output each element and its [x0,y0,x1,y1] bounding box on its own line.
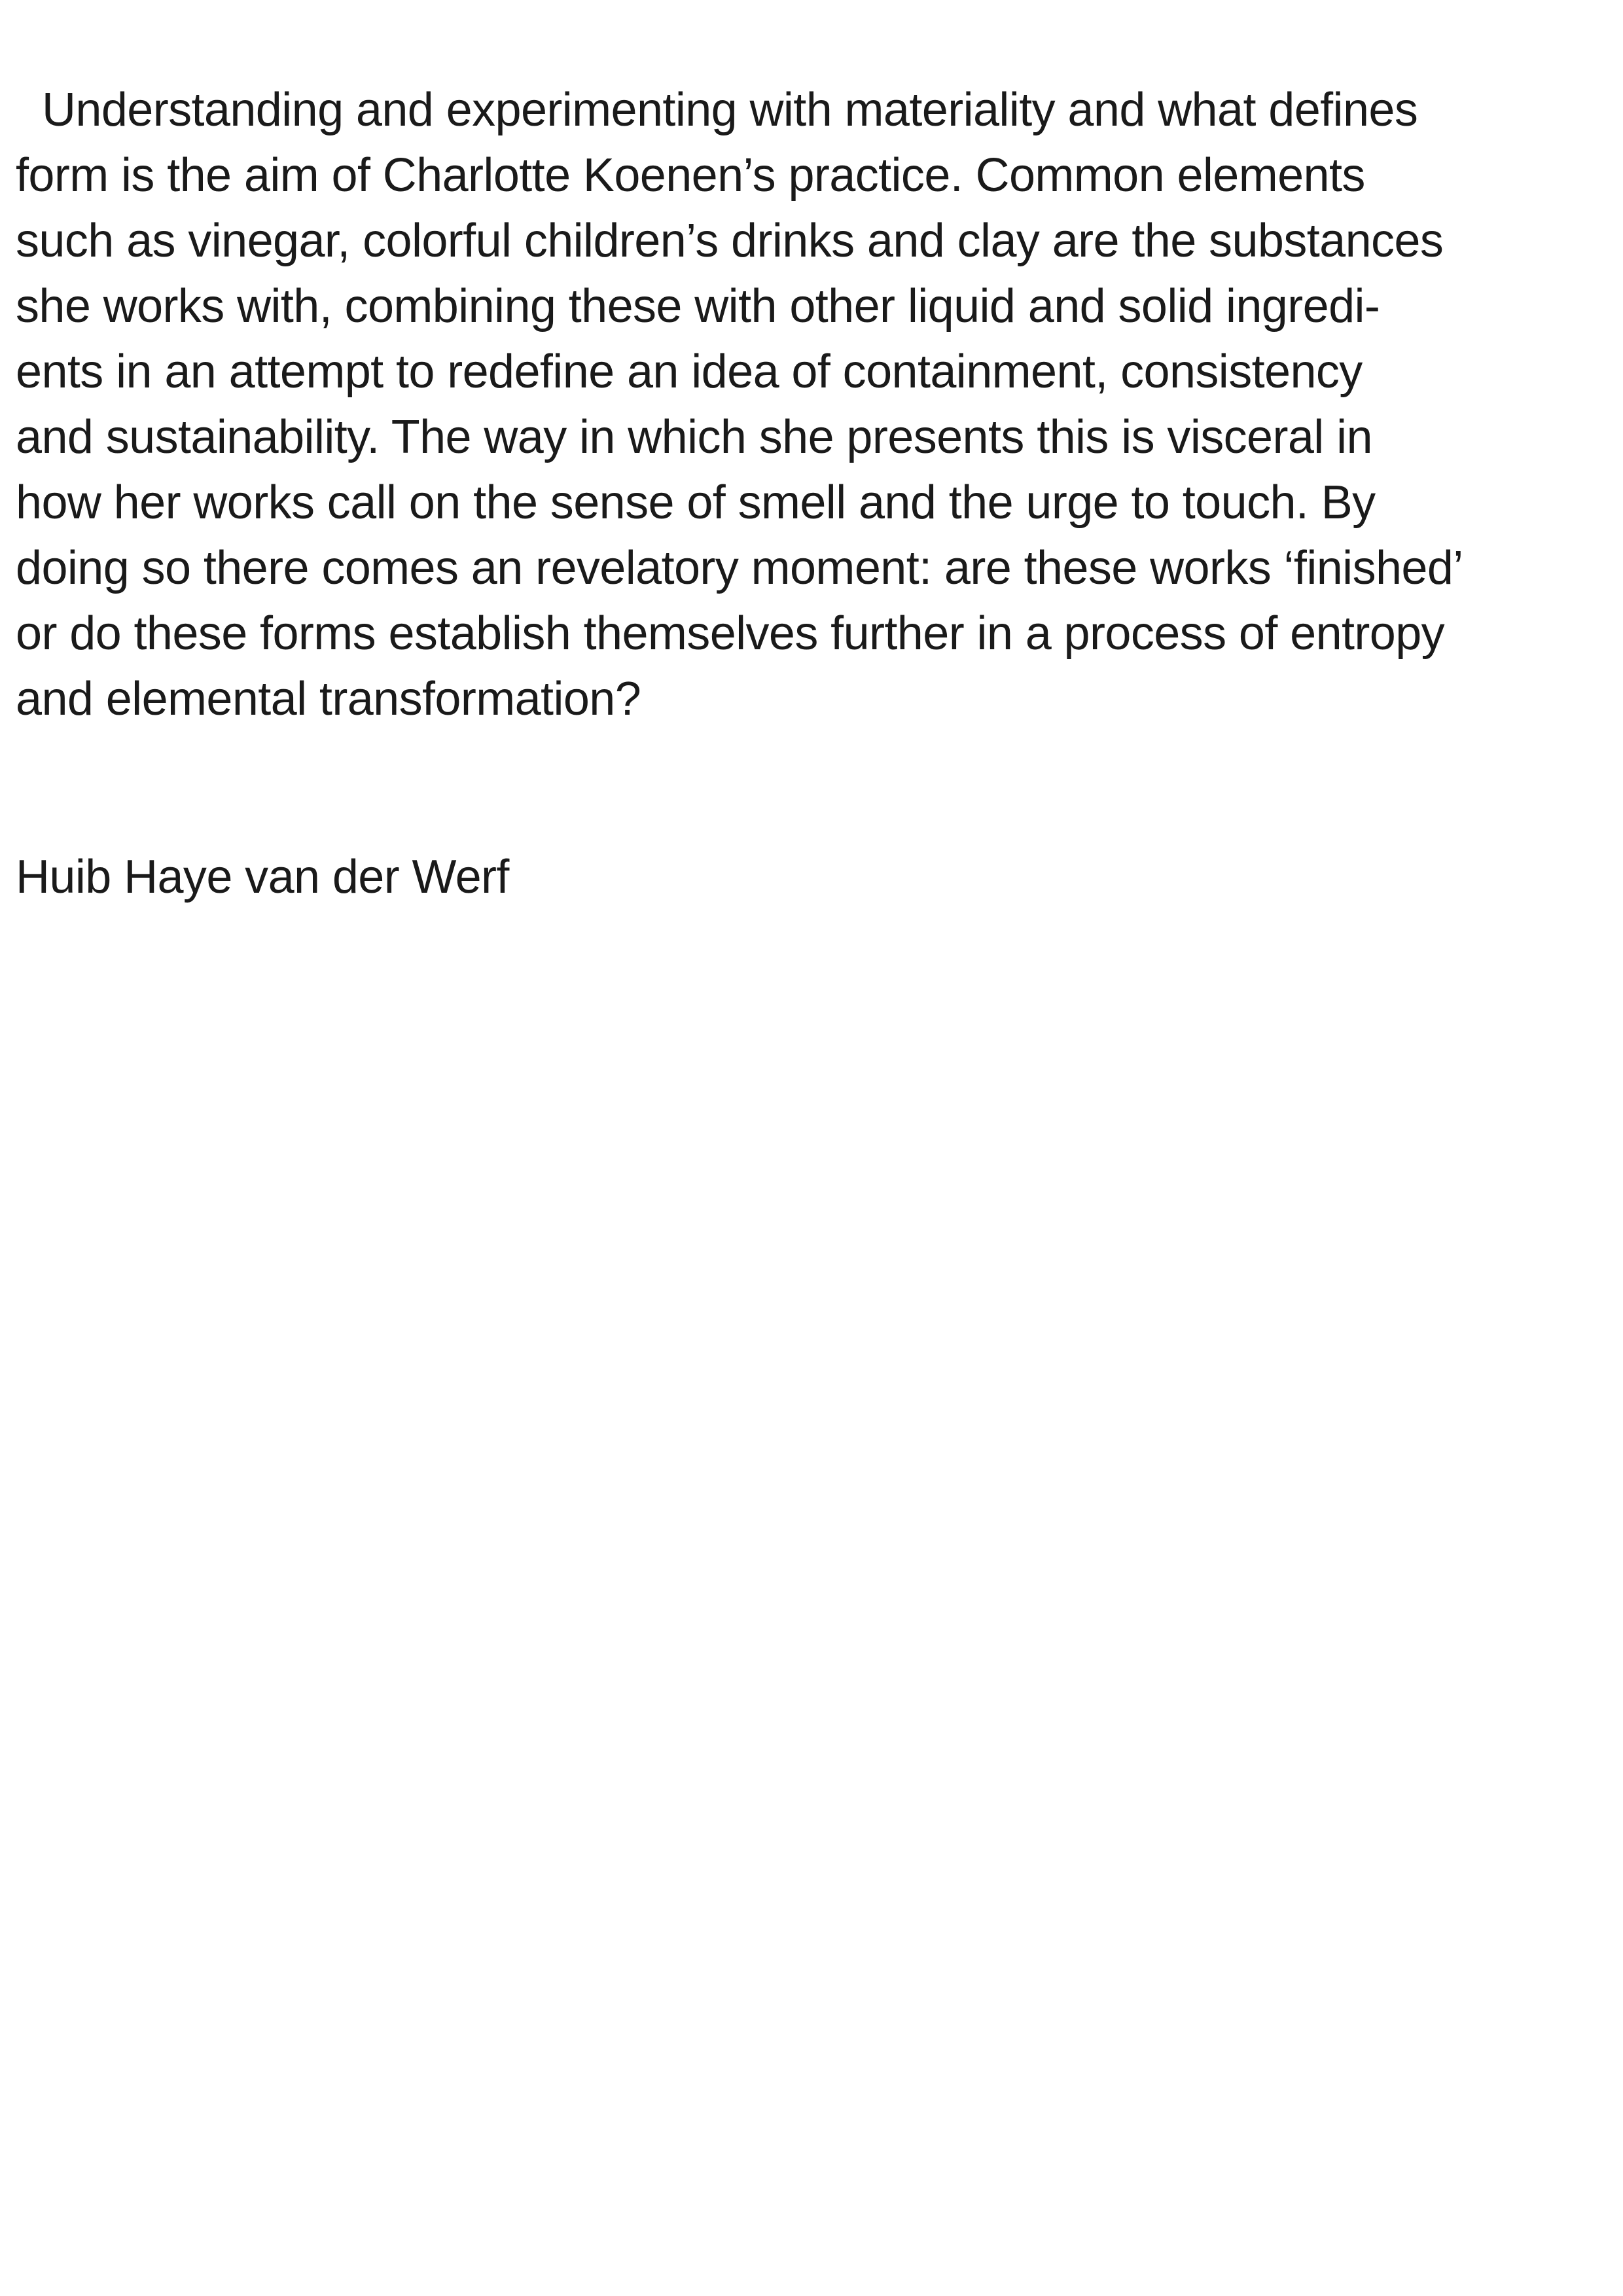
essay-line: or do these forms establish themselves further in a process of entropy [16,607,1445,660]
essay-line: and sustainability. The way in which she presents this is visceral in [16,411,1372,463]
essay-line: doing so there comes an revelatory moment: are these works ‘finished’ [16,542,1463,594]
essay-line: such as vinegar, colorful children’s drinks and clay are the substances [16,215,1444,267]
essay-line: Understanding and experimenting with materiality and what defines [42,84,1418,136]
essay-line: ents in an attempt to redefine an idea of containment, consistency [16,346,1363,398]
essay-line: form is the aim of Charlotte Koenen’s practice. Common elements [16,149,1365,202]
essay-line: she works with, combining these with other liquid and solid ingredi- [16,280,1380,332]
essay-line: and elemental transformation? [16,673,641,725]
essay-paragraph [16,77,1613,732]
essay-line: how her works call on the sense of smell and the urge to touch. By [16,476,1376,529]
author-name: Huib Haye van der Werf [16,851,509,903]
